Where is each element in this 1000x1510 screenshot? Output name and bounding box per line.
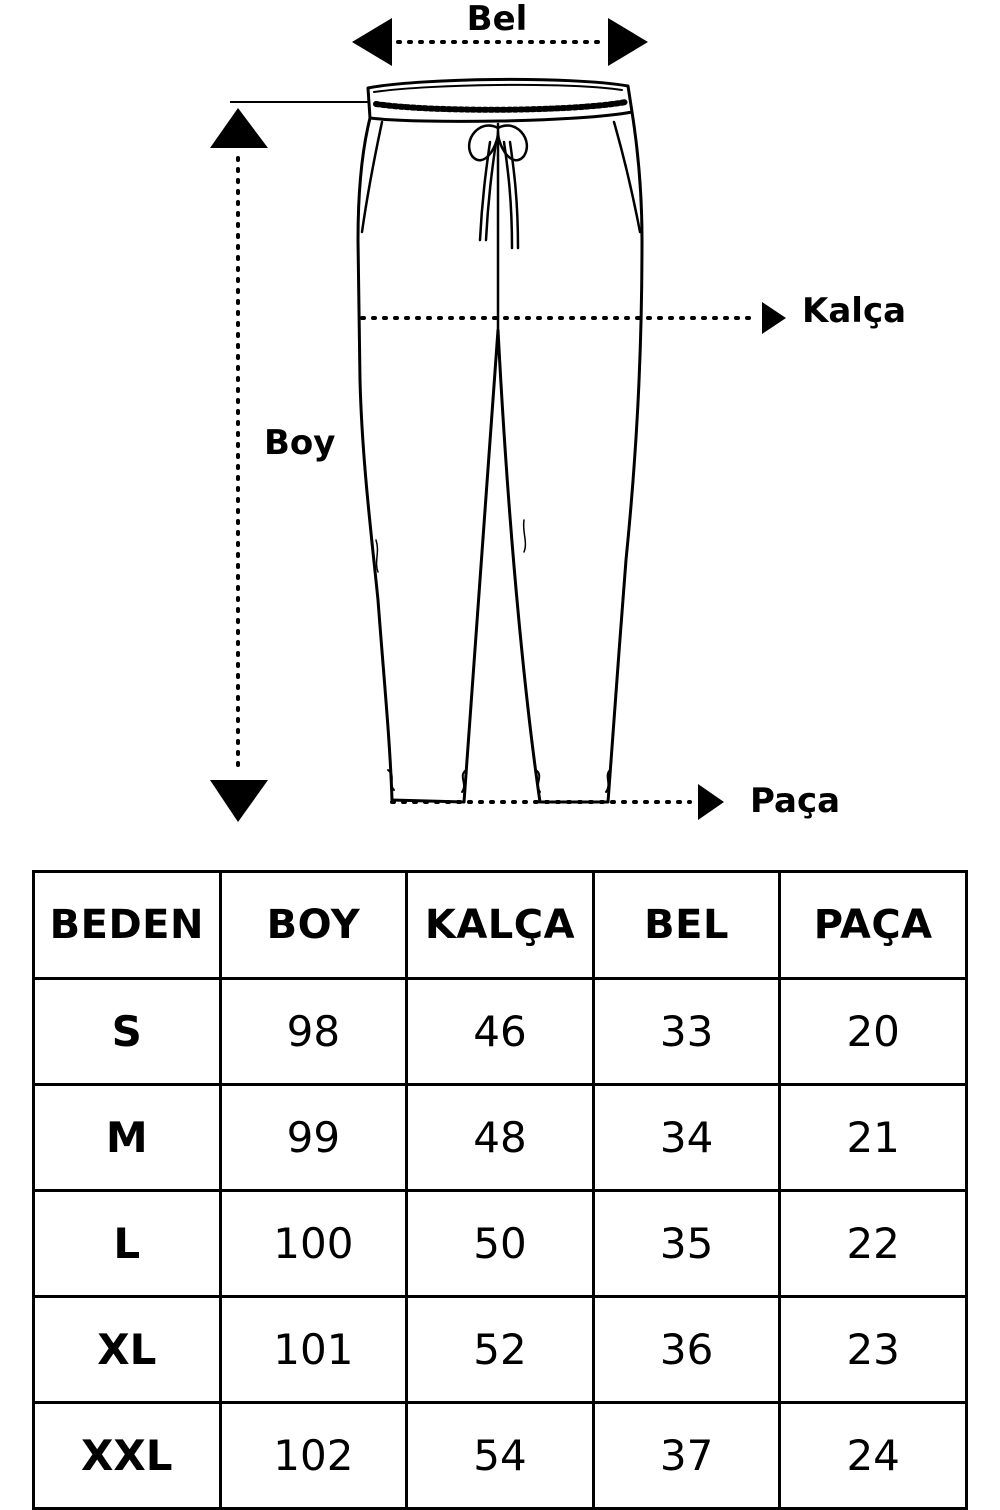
cell-length: 102: [220, 1403, 407, 1509]
knee-mark-right: [524, 520, 526, 552]
hip-measure: [362, 291, 906, 334]
cell-hem: 20: [780, 979, 967, 1085]
cell-hip: 46: [407, 979, 594, 1085]
cell-size: M: [34, 1085, 221, 1191]
cell-waist: 34: [593, 1085, 780, 1191]
hem-label: Paça: [750, 781, 841, 821]
header-hem: PAÇA: [780, 872, 967, 979]
cell-hem: 22: [780, 1191, 967, 1297]
table-header-row: [34, 872, 967, 979]
table-row: [34, 979, 967, 1085]
cell-length: 101: [220, 1297, 407, 1403]
cell-waist: 35: [593, 1191, 780, 1297]
pants-outline: [358, 112, 642, 802]
length-arrow-down: [210, 780, 268, 822]
header-waist: BEL: [593, 872, 780, 979]
cell-waist: 33: [593, 979, 780, 1085]
waist-label: Bel: [466, 0, 528, 39]
hip-label: Kalça: [802, 291, 907, 331]
cell-hip: 48: [407, 1085, 594, 1191]
hip-arrow-right: [762, 302, 786, 334]
length-measure: [210, 102, 368, 822]
cell-hem: 21: [780, 1085, 967, 1191]
cell-waist: 36: [593, 1297, 780, 1403]
waist-measure: [352, 0, 648, 66]
hem-arrow-right: [698, 784, 724, 820]
header-length: BOY: [220, 872, 407, 979]
pants-illustration: [358, 79, 642, 802]
length-arrow-up: [210, 108, 268, 148]
cell-length: 99: [220, 1085, 407, 1191]
table-row: [34, 1297, 967, 1403]
table-row: [34, 1191, 967, 1297]
drawstring-left: [480, 142, 490, 240]
cell-length: 100: [220, 1191, 407, 1297]
length-label: Boy: [264, 423, 336, 463]
cell-size: L: [34, 1191, 221, 1297]
cell-hip: 54: [407, 1403, 594, 1509]
cell-hem: 24: [780, 1403, 967, 1509]
cell-hip: 52: [407, 1297, 594, 1403]
cell-length: 98: [220, 979, 407, 1085]
cell-hip: 50: [407, 1191, 594, 1297]
header-size: BEDEN: [34, 872, 221, 979]
cell-size: XXL: [34, 1403, 221, 1509]
waist-arrow-right: [608, 18, 648, 66]
knee-mark-left: [376, 540, 378, 572]
cell-size: S: [34, 979, 221, 1085]
table-row: [34, 1085, 967, 1191]
table-row: [34, 1403, 967, 1509]
size-chart-table: [32, 870, 968, 1510]
header-hip: KALÇA: [407, 872, 594, 979]
cell-waist: 37: [593, 1403, 780, 1509]
cell-hem: 23: [780, 1297, 967, 1403]
waist-arrow-left: [352, 18, 392, 66]
cell-size: XL: [34, 1297, 221, 1403]
